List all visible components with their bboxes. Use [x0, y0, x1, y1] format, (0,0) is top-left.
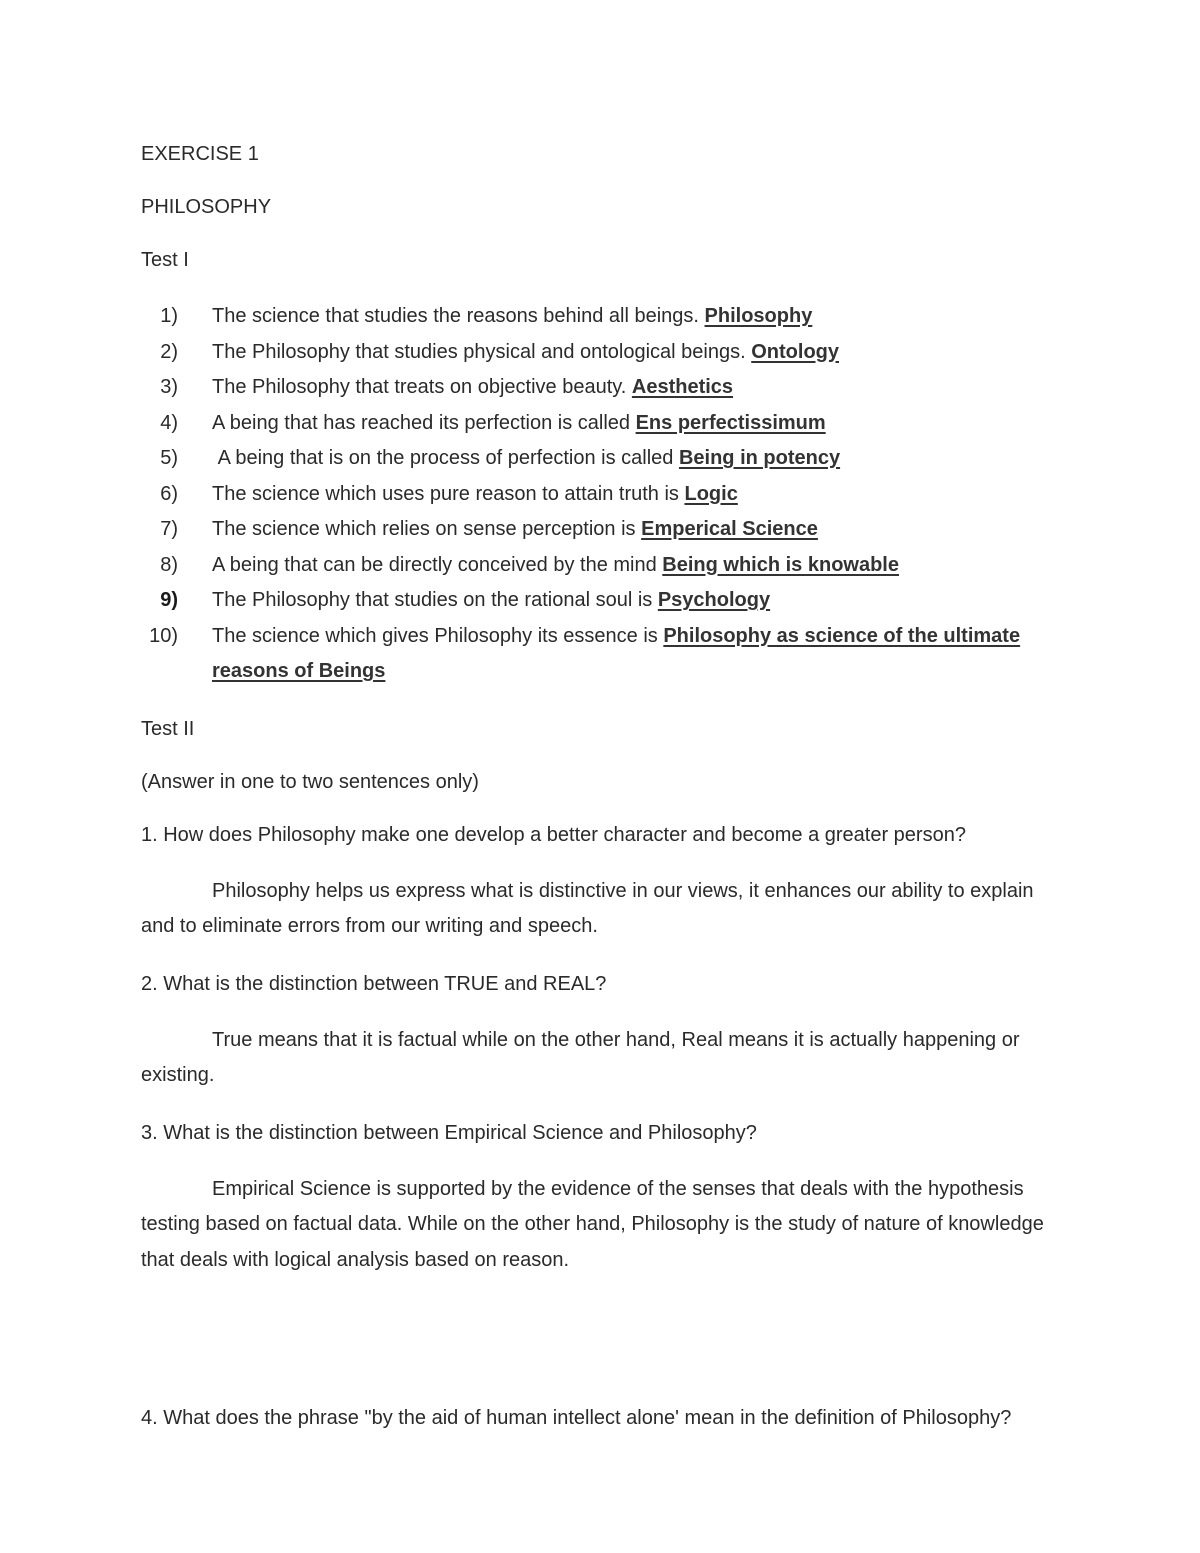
item-text — [212, 335, 1061, 371]
list-item — [141, 406, 1061, 442]
item-text — [212, 406, 1061, 442]
item-answer: Ontology — [751, 340, 839, 363]
answer-3: Empirical Science is supported by the evidence of the senses that deals with the hypothesis testing based on factual data. While on the other hand, Philosophy is the study of nature of knowledge that deals with logical analysis based on reason. — [141, 1177, 1044, 1271]
item-answer: Aesthetics — [631, 376, 734, 398]
question-2: 2. What is the distinction between TRUE and REAL? — [141, 972, 607, 995]
answer-1: Philosophy helps us express what is distinctive in our views, it enhances our ability to explain and to eliminate errors from our writing and speech. — [141, 879, 1034, 937]
list-item — [141, 299, 1061, 335]
item-answer: Logic — [684, 482, 738, 505]
document-page — [141, 140, 1061, 1457]
item-answer: Being in potency — [678, 447, 841, 469]
list-item — [141, 335, 1061, 371]
item-question: The Philosophy that treats on objective beauty. — [212, 376, 632, 398]
item-number — [141, 335, 212, 371]
list-item — [141, 583, 1061, 619]
exercise-title: EXERCISE 1 — [141, 143, 259, 165]
item-text — [212, 512, 1061, 548]
question-3: 3. What is the distinction between Empirical Science and Philosophy? — [141, 1121, 757, 1144]
item-answer: Emperical Science — [641, 518, 818, 540]
item-text — [212, 299, 1061, 335]
item-number — [141, 477, 212, 513]
item-number — [141, 548, 212, 584]
item-number — [141, 406, 212, 442]
item-question: The Philosophy that studies physical and ontological beings. — [212, 340, 752, 363]
list-item — [141, 441, 1061, 477]
item-question: The science that studies the reasons behind all beings. — [212, 305, 705, 327]
item-question: The science which relies on sense perception is — [212, 518, 642, 540]
item-number — [141, 370, 212, 406]
item-answer: Psychology — [657, 589, 771, 611]
blank-space — [141, 1303, 1061, 1404]
list-item — [141, 512, 1061, 548]
question-1: 1. How does Philosophy make one develop a better character and become a greater person? — [141, 823, 966, 846]
list-item — [141, 548, 1061, 584]
item-number — [141, 299, 212, 335]
item-question: A being that can be directly conceived by the mind — [212, 553, 663, 576]
question-4: 4. What does the phrase "by the aid of human intellect alone' mean in the definition of Philosophy? — [141, 1407, 1012, 1429]
item-question: A being that has reached its perfection is called — [212, 411, 636, 434]
item-number-label: 9) — [160, 589, 178, 611]
item-answer: Ens perfectissimum — [635, 411, 826, 434]
item-text — [212, 583, 1061, 619]
test1-list — [141, 299, 1061, 690]
item-answer: Philosophy — [704, 305, 813, 327]
item-text — [212, 370, 1061, 406]
item-question: A being that is on the process of perfection is called — [212, 447, 679, 469]
item-text — [212, 477, 1061, 513]
item-number — [141, 441, 212, 477]
item-number-label: 7) — [160, 518, 178, 540]
list-item — [141, 477, 1061, 513]
item-text — [212, 441, 1061, 477]
item-question: The Philosophy that studies on the rational soul is — [212, 589, 658, 611]
item-number — [141, 619, 212, 690]
test2-heading: Test II — [141, 717, 195, 740]
item-text — [212, 619, 1061, 690]
item-text — [212, 548, 1061, 584]
item-number-label: 6) — [160, 482, 178, 505]
item-question: The science which gives Philosophy its essence is — [212, 624, 664, 647]
item-number-label: 2) — [160, 340, 178, 363]
item-number-label: 4) — [160, 411, 178, 434]
list-item — [141, 619, 1061, 690]
item-number-label: 8) — [160, 553, 178, 576]
item-answer: Being which is knowable — [662, 553, 899, 576]
subject-heading: PHILOSOPHY — [141, 196, 272, 218]
item-answer: Philosophy as science of the ultimate reasons of Beings — [212, 624, 1021, 682]
answer-2: True means that it is factual while on the other hand, Real means it is actually happening or existing. — [141, 1028, 1020, 1086]
item-number — [141, 512, 212, 548]
list-item — [141, 370, 1061, 406]
item-number-label: 1) — [160, 305, 178, 327]
item-number-label: 5) — [160, 447, 178, 469]
test1-heading: Test I — [141, 249, 189, 271]
item-number-label: 3) — [160, 376, 178, 398]
item-question: The science which uses pure reason to attain truth is — [212, 482, 685, 505]
item-number — [141, 583, 212, 619]
test2-instruction: (Answer in one to two sentences only) — [141, 770, 479, 793]
item-number-label: 10) — [149, 624, 178, 647]
